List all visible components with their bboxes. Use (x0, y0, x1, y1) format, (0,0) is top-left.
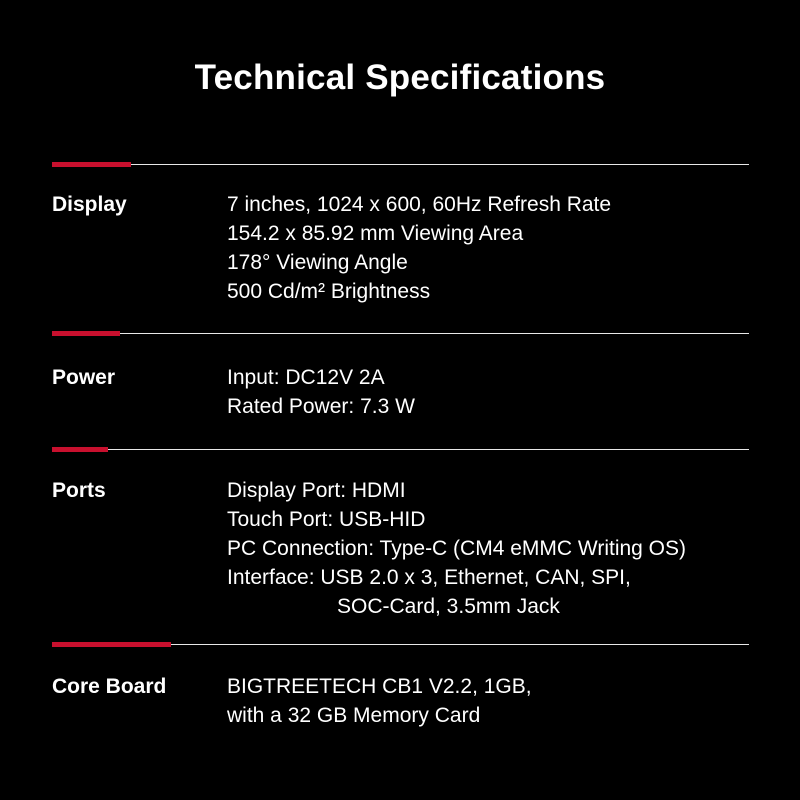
spec-values-power (227, 363, 752, 421)
divider-rule (52, 164, 749, 165)
spec-value-line: SOC-Card, 3.5mm Jack (337, 595, 560, 618)
divider-accent (52, 447, 108, 452)
spec-values-display (227, 190, 752, 306)
spec-value-line: Touch Port: USB-HID (227, 508, 426, 531)
spec-value-line: with a 32 GB Memory Card (227, 704, 481, 727)
divider-rule (52, 449, 749, 450)
spec-value-line: Display Port: HDMI (227, 479, 406, 502)
spec-values-core-board (227, 672, 752, 730)
section-divider-display (52, 163, 749, 165)
spec-values-ports (227, 476, 752, 621)
spec-label-display: Display (52, 193, 127, 216)
divider-accent (52, 642, 171, 647)
divider-accent (52, 162, 131, 167)
page-title: Technical Specifications (194, 58, 606, 97)
spec-value-line: Input: DC12V 2A (227, 366, 385, 389)
spec-label-power: Power (52, 366, 116, 389)
section-divider-core-board (52, 643, 749, 645)
spec-value-line: PC Connection: Type-C (CM4 eMMC Writing OS) (227, 537, 687, 560)
spec-value-line: Rated Power: 7.3 W (227, 395, 415, 418)
spec-label-core-board: Core Board (52, 675, 167, 698)
divider-accent (52, 331, 120, 336)
spec-value-line: Interface: USB 2.0 x 3, Ethernet, CAN, SPI, (227, 566, 631, 589)
spec-value-line: 178° Viewing Angle (227, 251, 408, 274)
divider-rule (52, 333, 749, 334)
spec-value-line: BIGTREETECH CB1 V2.2, 1GB, (227, 675, 532, 698)
section-divider-power (52, 332, 749, 334)
spec-value-line: 154.2 x 85.92 mm Viewing Area (227, 222, 524, 245)
spec-label-ports: Ports (52, 479, 106, 502)
section-divider-ports (52, 448, 749, 450)
spec-value-line: 500 Cd/m² Brightness (227, 280, 431, 303)
spec-value-line: 7 inches, 1024 x 600, 60Hz Refresh Rate (227, 193, 612, 216)
